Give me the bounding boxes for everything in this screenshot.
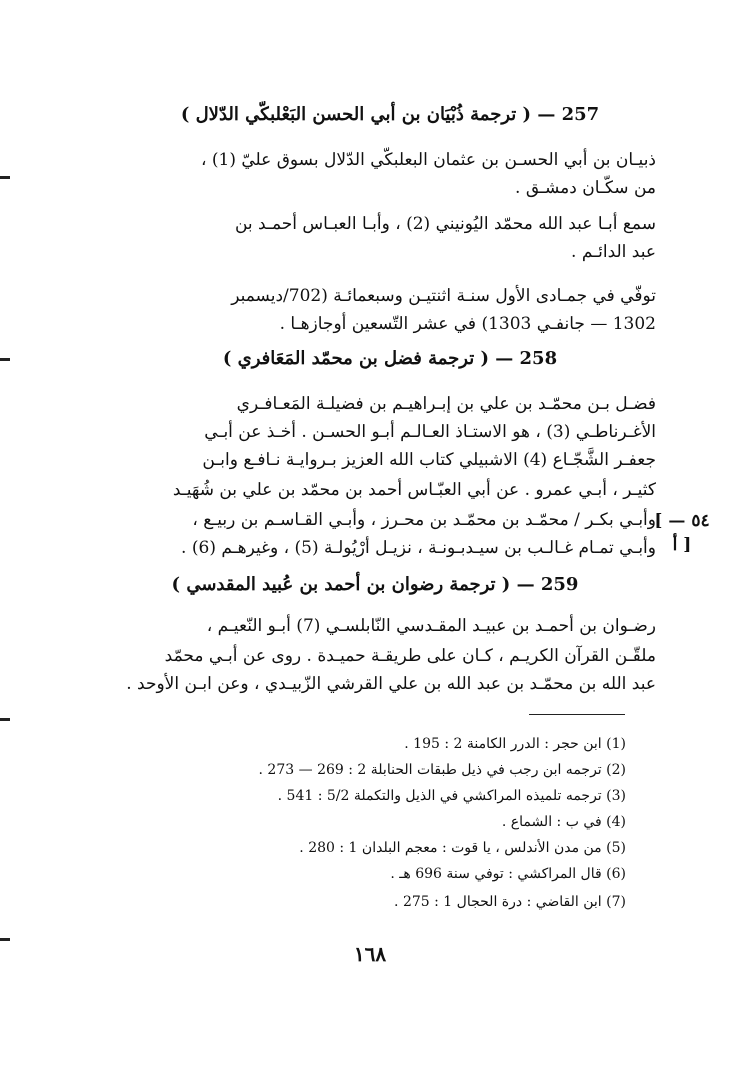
footnote-2: (2) ترجمه ابن رجب في ذيل طبقات الحنابلة 2 : 269 — 273 .: [258, 762, 626, 778]
entry-257-line-1: ذبيـان بن أبي الحسـن بن عثمان البعلبكّي الدّلال بسوق عليّ (1) ،: [200, 150, 656, 170]
entry-259-line-1: رضـوان بن أحمـد بن عبيـد المقـدسي النّابلسـي (7) أبـو النّعيـم ،: [206, 616, 656, 636]
footnote-1: (1) ابن حجر : الدرر الكامنة 2 : 195 .: [404, 736, 626, 752]
binding-mark: [0, 176, 10, 179]
page-number: ١٦٨: [353, 942, 387, 966]
binding-mark: [0, 358, 10, 361]
entry-258-line-2: الأغـرناطـي (3) ، هو الاستـاذ العـالـم أبـو الحسـن . أخـذ عن أبـي: [204, 422, 656, 442]
entry-258-line-3: جعفـر الشَّجّـاع (4) الاشبيلي كتاب الله العزيز بـروايـة نـافـع وابـن: [202, 450, 656, 470]
entry-258-line-5: وأبـي بكـر / محمّـد بن محمّـد بن محـرز ، وأبـي القـاسـم بن ربيـع ،: [192, 510, 656, 530]
entry-heading-257: 257 — ( ترجمة ذُبْيَان بن أبي الحسن البَعْلبكّي الدّلال ): [180, 104, 600, 125]
entry-257-line-4: عبد الدائـم .: [571, 242, 656, 262]
entry-258-line-4: كثيـر ، أبـي عمرو . عن أبي العبّـاس أحمد بن محمّد بن علي بن شُهَيـد: [172, 480, 656, 500]
entry-257-line-6: 1302 — جانفـي 1303) في عشر التّسعين أوجازهـا .: [279, 314, 656, 334]
footnote-3: (3) ترجمه تلميذه المراكشي في الذيل والتكملة 5/2 : 541 .: [277, 788, 626, 804]
manuscript-folio-marker: [ ٥٤ — أ ]: [654, 511, 710, 555]
footnote-6: (6) قال المراكشي : توفي سنة 696 هـ .: [390, 866, 626, 882]
entry-259-line-2: ملقّـن القرآن الكريـم ، كـان على طريقـة حميـدة . روى عن أبـي محمّد: [164, 646, 656, 666]
entry-257-line-3: سمع أبـا عبد الله محمّد اليُونيني (2) ، وأبـا العبـاس أحمـد بن: [234, 214, 656, 234]
entry-258-line-6: وأبـي تمـام غـالـب بن سيـدبـونـة ، نزيـل أرْيُولـة (5) ، وغيرهـم (6) .: [181, 538, 656, 558]
footnote-separator: [529, 714, 625, 715]
entry-258-line-1: فضـل بـن محمّـد بن علي بن إبـراهيـم بن فضيلـة المَعـافـري: [236, 394, 656, 414]
footnote-4: (4) في ب : الشماع .: [501, 814, 626, 830]
entry-259-line-3: عبد الله بن محمّـد بن عبد الله بن علي القرشي الزّبيـدي ، وعن ابـن الأوحد .: [126, 674, 656, 694]
entry-257-line-5: توفّي في جمـادى الأول سنـة اثنتيـن وسبعمائـة (702/ديسمبر: [231, 286, 656, 306]
footnote-7: (7) ابن القاضي : درة الحجال 1 : 275 .: [394, 894, 626, 910]
entry-257-line-2: من سكّـان دمشـق .: [515, 178, 656, 198]
footnote-5: (5) من مدن الأندلس ، يا قوت : معجم البلدان 1 : 280 .: [299, 840, 626, 856]
entry-heading-258: 258 — ( ترجمة فضل بن محمّد المَعَافري ): [222, 348, 558, 369]
entry-heading-259: 259 — ( ترجمة رضوان بن أحمد بن عُبيد المقدسي ): [171, 574, 579, 595]
binding-mark: [0, 718, 10, 721]
binding-mark: [0, 938, 10, 941]
